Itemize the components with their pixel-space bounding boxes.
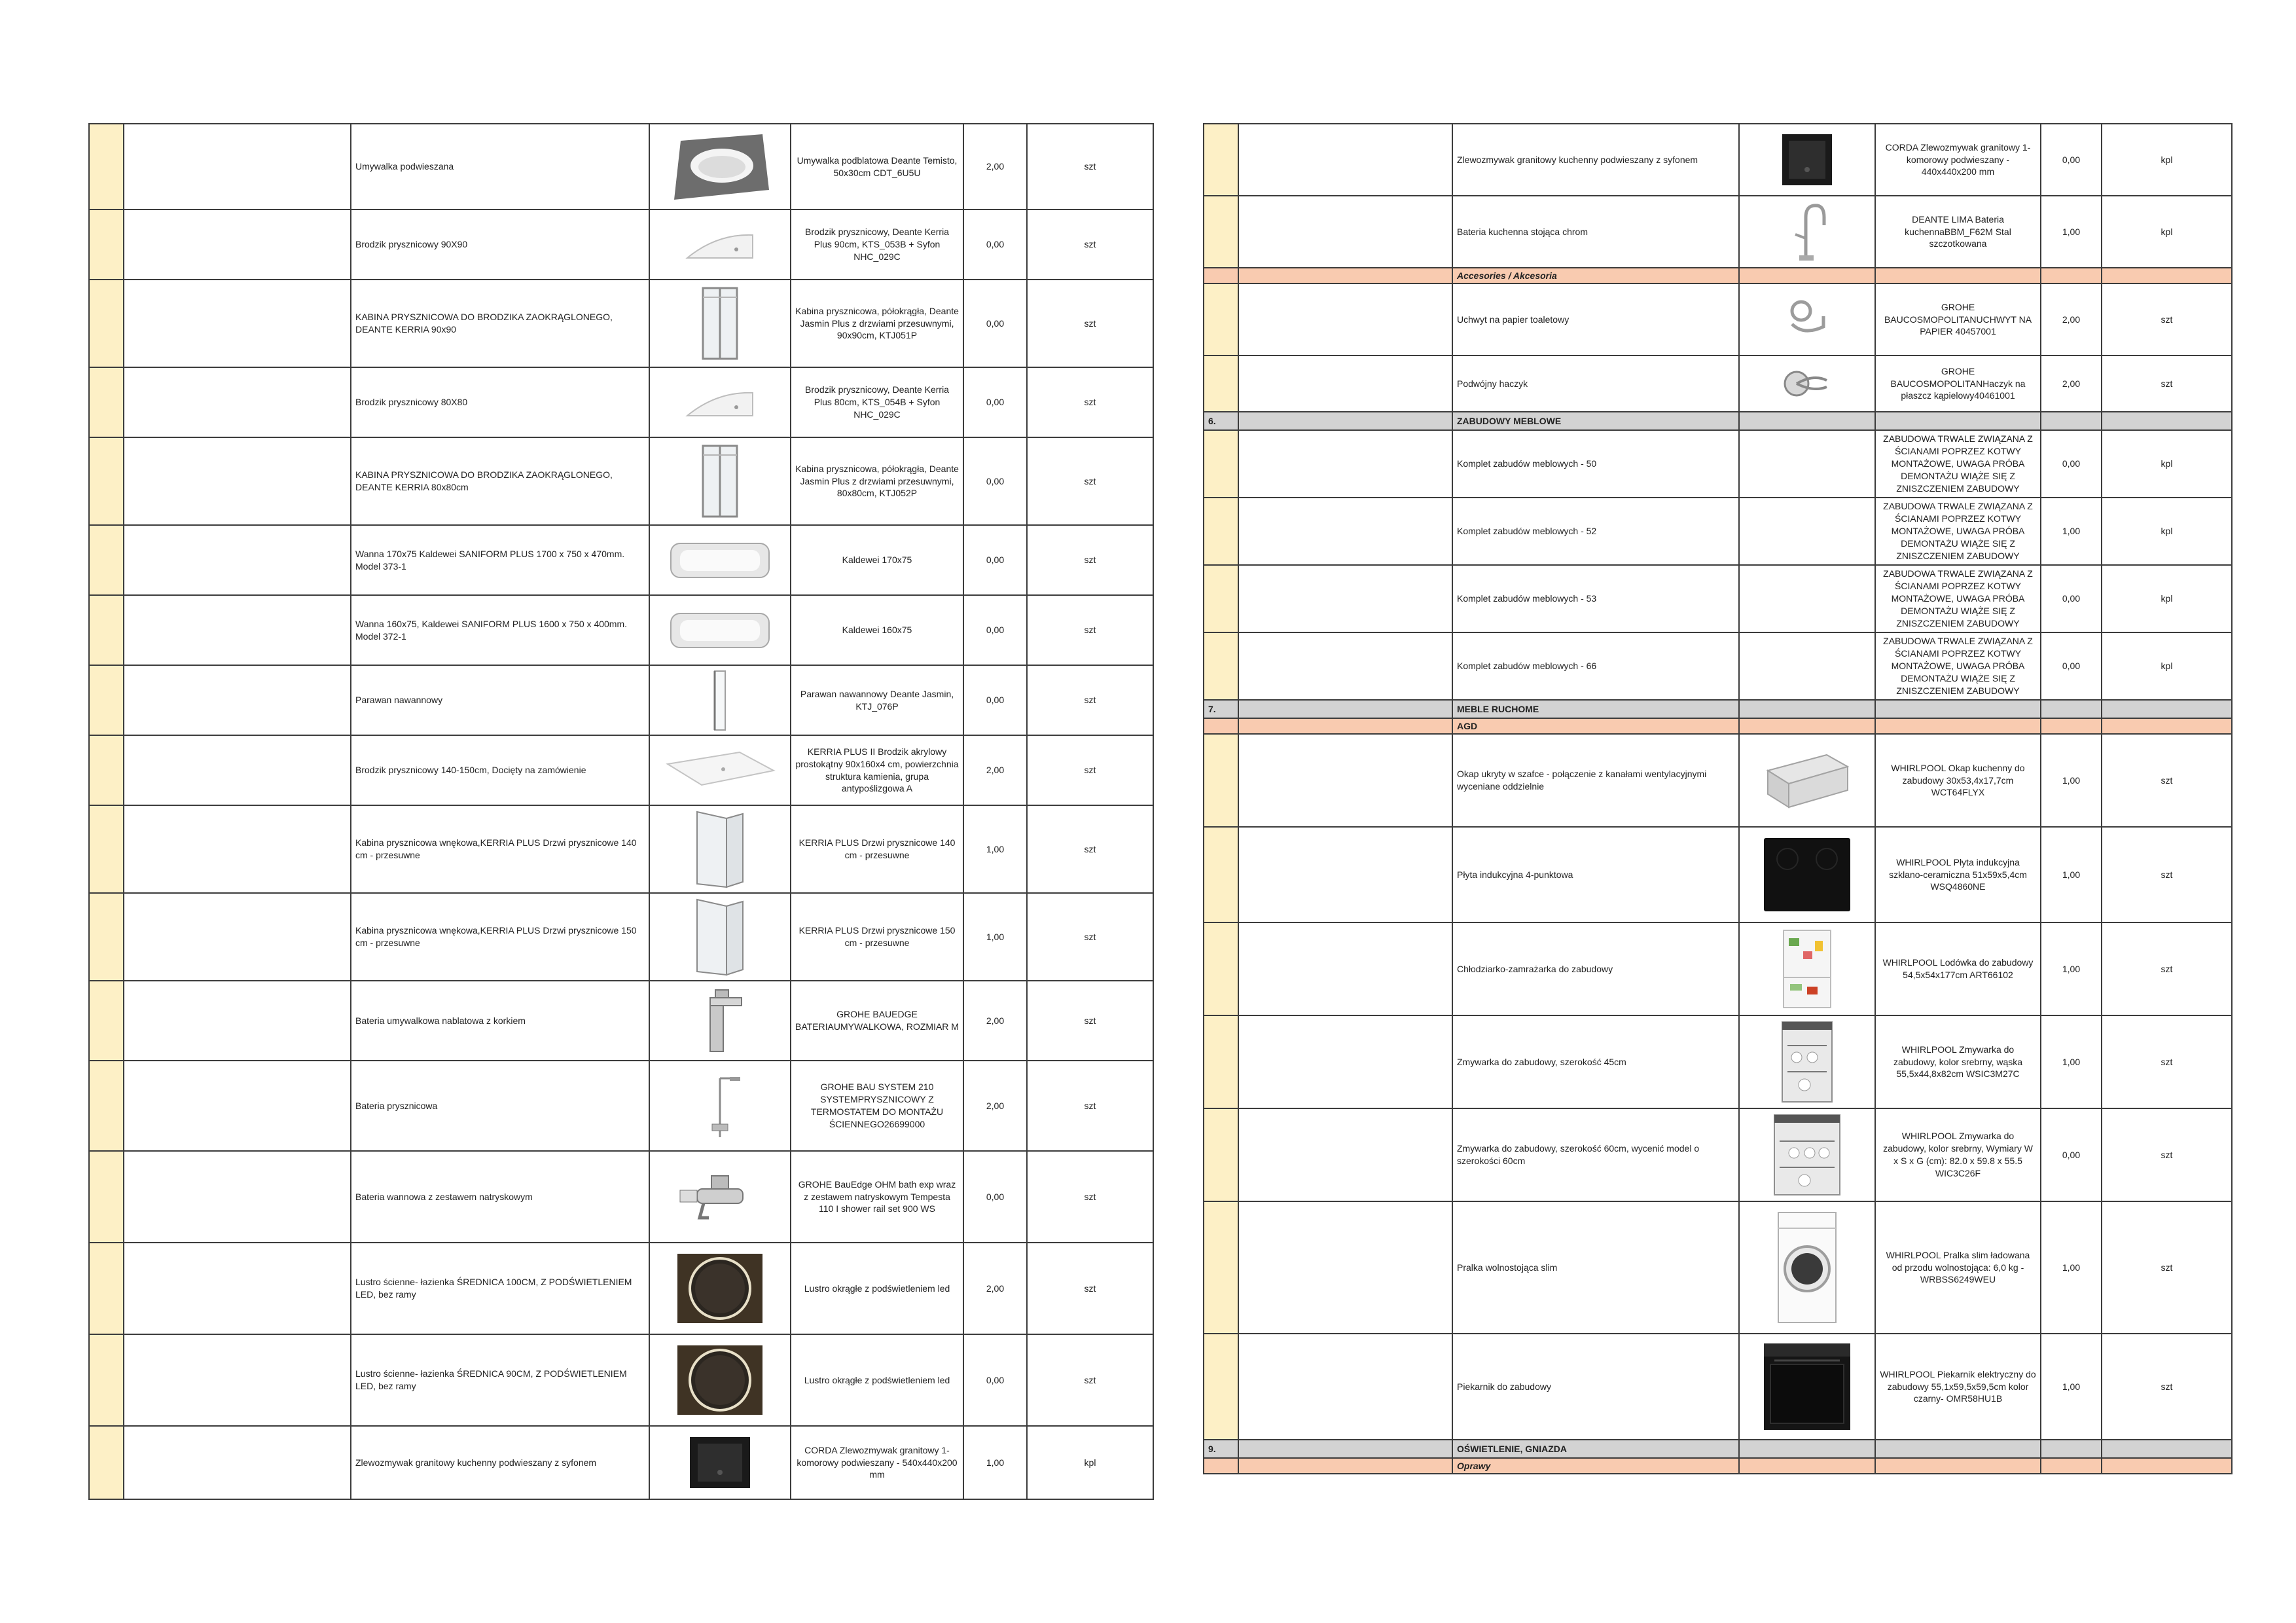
- row-marker: [1204, 1334, 1238, 1440]
- dishwasher-icon: [1739, 1108, 1875, 1201]
- row-marker: [89, 1151, 124, 1243]
- quantity: 2,00: [963, 735, 1027, 805]
- section-number: 9.: [1204, 1440, 1238, 1458]
- product-description: Umywalka podblatowa Deante Temisto, 50x30cm CDT_6U5U: [791, 124, 963, 210]
- product-description: DEANTE LIMA Bateria kuchennaBBM_F62M Stal szczotkowana: [1875, 196, 2041, 268]
- row-marker: [1204, 827, 1238, 922]
- item-name: Bateria wannowa z zestawem natryskowym: [351, 1151, 649, 1243]
- unit: szt: [2102, 827, 2232, 922]
- item-name: Podwójny haczyk: [1452, 356, 1739, 412]
- table-row: [1204, 1108, 2232, 1201]
- unit: szt: [1027, 525, 1153, 595]
- section-label: MEBLE RUCHOME: [1452, 700, 1739, 718]
- table-row: [1204, 498, 2232, 565]
- item-name: Bateria kuchenna stojąca chrom: [1452, 196, 1739, 268]
- row-marker: [89, 1061, 124, 1151]
- unit: szt: [2102, 1108, 2232, 1201]
- row-marker: [89, 525, 124, 595]
- product-description: GROHE BAUEDGE BATERIAUMYWALKOWA, ROZMIAR M: [791, 981, 963, 1061]
- item-name: Wanna 160x75, Kaldewei SANIFORM PLUS 1600 x 750 x 400mm. Model 372-1: [351, 595, 649, 665]
- unit: kpl: [2102, 124, 2232, 196]
- quantity: 1,00: [963, 805, 1027, 893]
- item-name: Bateria umywalkowa nablatowa z korkiem: [351, 981, 649, 1061]
- row-marker: [89, 367, 124, 437]
- item-name: Zmywarka do zabudowy, szerokość 60cm, wycenić model o szerokości 60cm: [1452, 1108, 1739, 1201]
- shower-cabin-icon: [649, 437, 791, 525]
- section-row: [1204, 412, 2232, 430]
- row-marker: [1204, 632, 1238, 700]
- table-row: [89, 893, 1153, 981]
- product-description: WHIRLPOOL Lodówka do zabudowy 54,5x54x177cm ART66102: [1875, 922, 2041, 1015]
- item-name: Wanna 170x75 Kaldewei SANIFORM PLUS 1700 x 750 x 470mm. Model 373-1: [351, 525, 649, 595]
- row-marker: [89, 1334, 124, 1426]
- paper-holder-icon: [1739, 283, 1875, 356]
- quantity: 2,00: [963, 1061, 1027, 1151]
- item-name: Kabina prysznicowa wnękowa,KERRIA PLUS Drzwi prysznicowe 140 cm - przesuwne: [351, 805, 649, 893]
- row-marker: [89, 437, 124, 525]
- unit: kpl: [2102, 565, 2232, 632]
- unit: szt: [1027, 280, 1153, 367]
- unit: kpl: [2102, 430, 2232, 498]
- product-description: Lustro okrągłe z podświetleniem led: [791, 1334, 963, 1426]
- unit: szt: [1027, 805, 1153, 893]
- row-marker: [89, 595, 124, 665]
- product-description: Parawan nawannowy Deante Jasmin, KTJ_076P: [791, 665, 963, 735]
- unit: kpl: [1027, 1426, 1153, 1499]
- row-marker: [89, 210, 124, 280]
- unit: szt: [1027, 1151, 1153, 1243]
- item-name: Chłodziarko-zamrażarka do zabudowy: [1452, 922, 1739, 1015]
- subsection-row: [1204, 1458, 2232, 1474]
- subsection-row: [1204, 268, 2232, 283]
- quantity: 0,00: [963, 595, 1027, 665]
- rect-tray-icon: [649, 735, 791, 805]
- item-name: Komplet zabudów meblowych - 52: [1452, 498, 1739, 565]
- table-row: [89, 1426, 1153, 1499]
- shower-tray-icon: [649, 367, 791, 437]
- table-row: [89, 437, 1153, 525]
- product-description: KERRIA PLUS II Brodzik akrylowy prostokątny 90x160x4 cm, powierzchnia struktura kamienia, grupa antypoślizgowa A: [791, 735, 963, 805]
- quantity: 1,00: [2041, 1334, 2102, 1440]
- fridge-icon: [1739, 922, 1875, 1015]
- item-name: Komplet zabudów meblowych - 53: [1452, 565, 1739, 632]
- item-name: Brodzik prysznicowy 140-150cm, Docięty na zamówienie: [351, 735, 649, 805]
- table-row: [1204, 430, 2232, 498]
- product-description: GROHE BAUCOSMOPOLITANHaczyk na płaszcz kąpielowy40461001: [1875, 356, 2041, 412]
- item-name: Zlewozmywak granitowy kuchenny podwieszany z syfonem: [1452, 124, 1739, 196]
- row-marker: [89, 1426, 124, 1499]
- quantity: 0,00: [963, 1151, 1027, 1243]
- unit: szt: [2102, 1334, 2232, 1440]
- item-name: Parawan nawannowy: [351, 665, 649, 735]
- table-row: [1204, 1201, 2232, 1334]
- bathtub-icon: [649, 595, 791, 665]
- washing-machine-icon: [1739, 1201, 1875, 1334]
- table-row: [89, 981, 1153, 1061]
- row-marker: [1204, 922, 1238, 1015]
- product-description: KERRIA PLUS Drzwi prysznicowe 150 cm - przesuwne: [791, 893, 963, 981]
- dishwasher-icon: [1739, 1015, 1875, 1108]
- quantity: 1,00: [2041, 1015, 2102, 1108]
- product-description: GROHE BAU SYSTEM 210 SYSTEMPRYSZNICOWY Z TERMOSTATEM DO MONTAŻU ŚCIENNEGO26699000: [791, 1061, 963, 1151]
- product-description: CORDA Zlewozmywak granitowy 1-komorowy podwieszany - 440x440x200 mm: [1875, 124, 2041, 196]
- product-description: Kaldewei 170x75: [791, 525, 963, 595]
- cooker-hood-icon: [1739, 734, 1875, 827]
- washbasin-icon: [649, 124, 791, 210]
- table-row: [1204, 827, 2232, 922]
- quantity: 1,00: [2041, 827, 2102, 922]
- item-name: Umywalka podwieszana: [351, 124, 649, 210]
- table-row: [89, 665, 1153, 735]
- table-row: [1204, 124, 2232, 196]
- table-row: [89, 1151, 1153, 1243]
- unit: szt: [1027, 1061, 1153, 1151]
- unit: szt: [1027, 437, 1153, 525]
- quantity: 2,00: [963, 124, 1027, 210]
- table-row: [89, 210, 1153, 280]
- bath-screen-icon: [649, 665, 791, 735]
- quantity: 0,00: [2041, 565, 2102, 632]
- product-description: WHIRLPOOL Okap kuchenny do zabudowy 30x53,4x17,7cm WCT64FLYX: [1875, 734, 2041, 827]
- product-description: WHIRLPOOL Pralka slim ładowana od przodu wolnostojąca: 6,0 kg - WRBSS6249WEU: [1875, 1201, 2041, 1334]
- unit: szt: [1027, 665, 1153, 735]
- quantity: 0,00: [963, 525, 1027, 595]
- row-marker: [1204, 1108, 1238, 1201]
- item-name: Pralka wolnostojąca slim: [1452, 1201, 1739, 1334]
- product-description: ZABUDOWA TRWALE ZWIĄZANA Z ŚCIANAMI POPRZEZ KOTWY MONTAŻOWE, UWAGA PRÓBA DEMONTAŻU WIĄŻE SIĘ Z ZNISZCZENIEM ZABUDOWY: [1875, 632, 2041, 700]
- item-name: Komplet zabudów meblowych - 66: [1452, 632, 1739, 700]
- quantity: 1,00: [963, 1426, 1027, 1499]
- quantity: 0,00: [963, 665, 1027, 735]
- row-marker: [89, 805, 124, 893]
- row-marker: [89, 124, 124, 210]
- quantity: 0,00: [963, 280, 1027, 367]
- unit: szt: [2102, 734, 2232, 827]
- quantity: 1,00: [2041, 922, 2102, 1015]
- section-label: ZABUDOWY MEBLOWE: [1452, 412, 1739, 430]
- table-row: [89, 280, 1153, 367]
- item-name: Brodzik prysznicowy 80X80: [351, 367, 649, 437]
- bathtub-icon: [649, 525, 791, 595]
- section-row: [1204, 700, 2232, 718]
- row-marker: [89, 981, 124, 1061]
- table-row: [1204, 356, 2232, 412]
- shower-cabin-icon: [649, 280, 791, 367]
- product-description: KERRIA PLUS Drzwi prysznicowe 140 cm - przesuwne: [791, 805, 963, 893]
- product-description: Kaldewei 160x75: [791, 595, 963, 665]
- bath-mixer-icon: [649, 1151, 791, 1243]
- shower-tray-icon: [649, 210, 791, 280]
- granite-sink-icon: [1739, 124, 1875, 196]
- shower-door-icon: [649, 893, 791, 981]
- product-description: CORDA Zlewozmywak granitowy 1-komorowy podwieszany - 540x440x200 mm: [791, 1426, 963, 1499]
- quantity: 2,00: [2041, 356, 2102, 412]
- double-hook-icon: [1739, 356, 1875, 412]
- table-row: [89, 525, 1153, 595]
- row-marker: [1204, 498, 1238, 565]
- product-description: GROHE BAUCOSMOPOLITANUCHWYT NA PAPIER 40457001: [1875, 283, 2041, 356]
- product-description: GROHE BauEdge OHM bath exp wraz z zestawem natryskowym Tempesta 110 I shower rail set 900 WS: [791, 1151, 963, 1243]
- table-row: [89, 367, 1153, 437]
- induction-hob-icon: [1739, 827, 1875, 922]
- quantity: 0,00: [963, 367, 1027, 437]
- product-description: WHIRLPOOL Zmywarka do zabudowy, kolor srebrny, Wymiary W x S x G (cm): 82.0 x 59.8 x 55.5 WIC3C26F: [1875, 1108, 2041, 1201]
- item-name: Komplet zabudów meblowych - 50: [1452, 430, 1739, 498]
- row-marker: [1204, 356, 1238, 412]
- table-row: [89, 805, 1153, 893]
- round-mirror-icon: [649, 1334, 791, 1426]
- unit: szt: [2102, 1201, 2232, 1334]
- subsection-label: Accesories / Akcesoria: [1452, 268, 1739, 283]
- quantity: 0,00: [963, 1334, 1027, 1426]
- quantity: 0,00: [963, 210, 1027, 280]
- product-description: Lustro okrągłe z podświetleniem led: [791, 1243, 963, 1334]
- unit: szt: [1027, 367, 1153, 437]
- round-mirror-icon: [649, 1243, 791, 1334]
- item-name: Zmywarka do zabudowy, szerokość 45cm: [1452, 1015, 1739, 1108]
- quantity: 2,00: [963, 1243, 1027, 1334]
- row-marker: [1204, 283, 1238, 356]
- item-name: Brodzik prysznicowy 90X90: [351, 210, 649, 280]
- table-row: [1204, 196, 2232, 268]
- item-name: KABINA PRYSZNICOWA DO BRODZIKA ZAOKRĄGLONEGO, DEANTE KERRIA 80x80cm: [351, 437, 649, 525]
- product-description: Brodzik prysznicowy, Deante Kerria Plus 80cm, KTS_054B + Syfon NHC_029C: [791, 367, 963, 437]
- quantity: 2,00: [963, 981, 1027, 1061]
- unit: szt: [2102, 1015, 2232, 1108]
- row-marker: [1204, 565, 1238, 632]
- unit: szt: [1027, 1334, 1153, 1426]
- unit: kpl: [2102, 196, 2232, 268]
- oven-icon: [1739, 1334, 1875, 1440]
- product-description: Kabina prysznicowa, półokrągła, Deante Jasmin Plus z drzwiami przesuwnymi, 90x90cm, KTJ051P: [791, 280, 963, 367]
- table-row: [1204, 1334, 2232, 1440]
- table-row: [89, 735, 1153, 805]
- shower-system-icon: [649, 1061, 791, 1151]
- item-name: Uchwyt na papier toaletowy: [1452, 283, 1739, 356]
- row-marker: [1204, 1201, 1238, 1334]
- table-row: [1204, 283, 2232, 356]
- table-row: [89, 1334, 1153, 1426]
- table-row: [1204, 734, 2232, 827]
- row-marker: [1204, 124, 1238, 196]
- row-marker: [89, 665, 124, 735]
- product-description: ZABUDOWA TRWALE ZWIĄZANA Z ŚCIANAMI POPRZEZ KOTWY MONTAŻOWE, UWAGA PRÓBA DEMONTAŻU WIĄŻE SIĘ Z ZNISZCZENIEM ZABUDOWY: [1875, 565, 2041, 632]
- item-name: Piekarnik do zabudowy: [1452, 1334, 1739, 1440]
- item-name: Zlewozmywak granitowy kuchenny podwieszany z syfonem: [351, 1426, 649, 1499]
- left-table-body: [89, 124, 1153, 1499]
- quantity: 0,00: [2041, 1108, 2102, 1201]
- quantity: 0,00: [963, 437, 1027, 525]
- unit: szt: [1027, 981, 1153, 1061]
- unit: szt: [1027, 893, 1153, 981]
- quantity: 0,00: [2041, 632, 2102, 700]
- basin-faucet-icon: [649, 981, 791, 1061]
- quantity: 1,00: [963, 893, 1027, 981]
- table-row: [1204, 565, 2232, 632]
- quantity: 1,00: [2041, 734, 2102, 827]
- item-name: Lustro ścienne- łazienka ŚREDNICA 90CM, Z PODŚWIETLENIEM LED, bez ramy: [351, 1334, 649, 1426]
- left-price-table: [88, 123, 1154, 1500]
- product-description: Brodzik prysznicowy, Deante Kerria Plus 90cm, KTS_053B + Syfon NHC_029C: [791, 210, 963, 280]
- unit: szt: [2102, 283, 2232, 356]
- row-marker: [89, 1243, 124, 1334]
- unit: szt: [2102, 356, 2232, 412]
- quantity: 1,00: [2041, 498, 2102, 565]
- product-description: ZABUDOWA TRWALE ZWIĄZANA Z ŚCIANAMI POPRZEZ KOTWY MONTAŻOWE, UWAGA PRÓBA DEMONTAŻU WIĄŻE SIĘ Z ZNISZCZENIEM ZABUDOWY: [1875, 430, 2041, 498]
- product-description: WHIRLPOOL Płyta indukcyjna szklano-ceramiczna 51x59x5,4cm WSQ4860NE: [1875, 827, 2041, 922]
- unit: kpl: [2102, 498, 2232, 565]
- product-description: WHIRLPOOL Piekarnik elektryczny do zabudowy 55,1x59,5x59,5cm kolor czarny- OMR58HU1B: [1875, 1334, 2041, 1440]
- unit: szt: [1027, 210, 1153, 280]
- section-row: [1204, 1440, 2232, 1458]
- item-name: KABINA PRYSZNICOWA DO BRODZIKA ZAOKRĄGLONEGO, DEANTE KERRIA 90x90: [351, 280, 649, 367]
- table-row: [89, 124, 1153, 210]
- quantity: 1,00: [2041, 1201, 2102, 1334]
- quantity: 1,00: [2041, 196, 2102, 268]
- unit: kpl: [2102, 632, 2232, 700]
- item-name: Bateria prysznicowa: [351, 1061, 649, 1151]
- right-price-table: [1203, 123, 2233, 1474]
- item-name: Okap ukryty w szafce - połączenie z kanałami wentylacyjnymi wyceniane oddzielnie: [1452, 734, 1739, 827]
- table-row: [1204, 922, 2232, 1015]
- row-marker: [1204, 734, 1238, 827]
- row-marker: [1204, 1015, 1238, 1108]
- subsection-label: AGD: [1452, 718, 1739, 734]
- unit: szt: [1027, 1243, 1153, 1334]
- item-name: Kabina prysznicowa wnękowa,KERRIA PLUS Drzwi prysznicowe 150 cm - przesuwne: [351, 893, 649, 981]
- right-table-body: [1204, 124, 2232, 1474]
- product-description: ZABUDOWA TRWALE ZWIĄZANA Z ŚCIANAMI POPRZEZ KOTWY MONTAŻOWE, UWAGA PRÓBA DEMONTAŻU WIĄŻE SIĘ Z ZNISZCZENIEM ZABUDOWY: [1875, 498, 2041, 565]
- table-row: [89, 1243, 1153, 1334]
- unit: szt: [1027, 735, 1153, 805]
- quantity: 0,00: [2041, 124, 2102, 196]
- table-row: [89, 1061, 1153, 1151]
- row-marker: [1204, 196, 1238, 268]
- item-name: Płyta indukcyjna 4-punktowa: [1452, 827, 1739, 922]
- quantity: 2,00: [2041, 283, 2102, 356]
- row-marker: [89, 893, 124, 981]
- quantity: 0,00: [2041, 430, 2102, 498]
- table-row: [1204, 632, 2232, 700]
- table-row: [89, 595, 1153, 665]
- row-marker: [89, 735, 124, 805]
- subsection-label: Oprawy: [1452, 1458, 1739, 1474]
- table-row: [1204, 1015, 2232, 1108]
- granite-sink-icon: [649, 1426, 791, 1499]
- section-number: 7.: [1204, 700, 1238, 718]
- section-label: OŚWIETLENIE, GNIAZDA: [1452, 1440, 1739, 1458]
- product-description: WHIRLPOOL Zmywarka do zabudowy, kolor srebrny, wąska 55,5x44,8x82cm WSIC3M27C: [1875, 1015, 2041, 1108]
- subsection-row: [1204, 718, 2232, 734]
- row-marker: [1204, 430, 1238, 498]
- unit: szt: [1027, 124, 1153, 210]
- item-name: Lustro ścienne- łazienka ŚREDNICA 100CM, Z PODŚWIETLENIEM LED, bez ramy: [351, 1243, 649, 1334]
- product-description: Kabina prysznicowa, półokrągła, Deante Jasmin Plus z drzwiami przesuwnymi, 80x80cm, KTJ052P: [791, 437, 963, 525]
- section-number: 6.: [1204, 412, 1238, 430]
- shower-door-icon: [649, 805, 791, 893]
- unit: szt: [2102, 922, 2232, 1015]
- row-marker: [89, 280, 124, 367]
- kitchen-faucet-icon: [1739, 196, 1875, 268]
- unit: szt: [1027, 595, 1153, 665]
